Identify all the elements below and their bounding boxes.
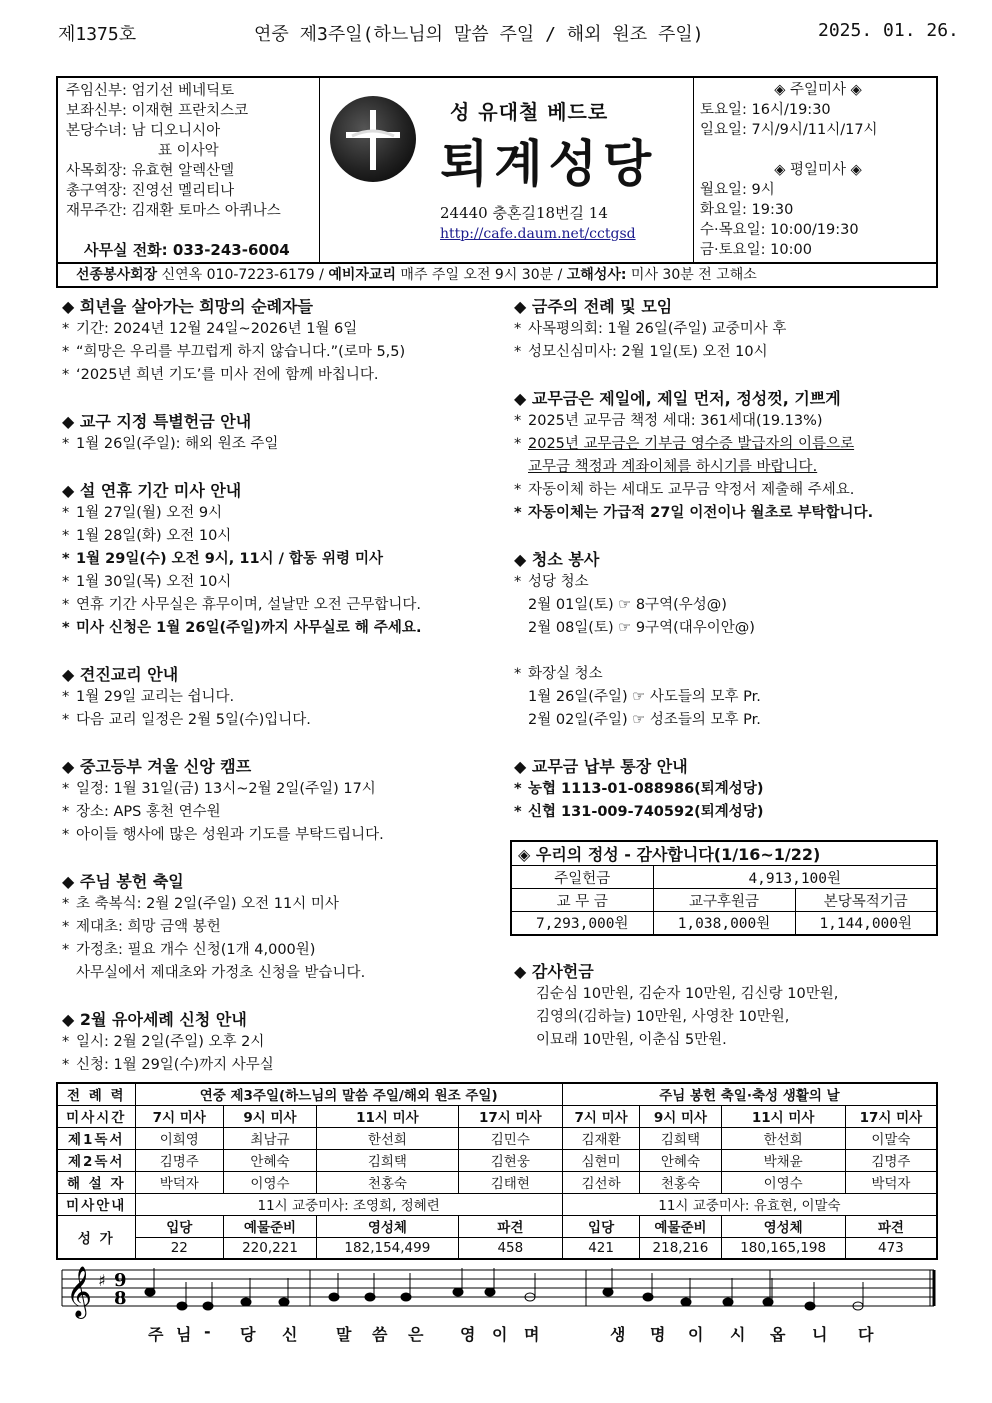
lyric-syllable: 생	[610, 1325, 626, 1344]
lyric-syllable: 다	[858, 1325, 874, 1344]
list-item: * 다음 교리 일정은 2월 5일(수)입니다.	[62, 712, 311, 728]
bulletin-date: 2025. 01. 26.	[818, 20, 959, 41]
list-item: * 미사 신청은 1월 26일(주일)까지 사무실로 해 주세요.	[62, 620, 422, 636]
top-line	[58, 20, 959, 48]
mass-time: 9시 미사	[224, 1105, 317, 1127]
reader: 이말숙	[845, 1127, 937, 1149]
weekday-mass-wedthu: 수·목요일: 10:00/19:30	[700, 222, 859, 238]
list-item: * ‘2025년 희년 기도’를 미사 전에 함께 바칩니다.	[62, 367, 379, 383]
weekday-mass-title: ◈ 평일미사 ◈	[774, 162, 862, 178]
hymn-number: 473	[845, 1237, 937, 1259]
reader: 안혜숙	[640, 1149, 721, 1171]
section-special-offering-title: ◆ 교구 지정 특별헌금 안내	[62, 412, 252, 431]
reader: 최남규	[224, 1127, 317, 1149]
left-column	[62, 295, 502, 1077]
lyric-syllable: 시	[730, 1325, 746, 1344]
roster-label: 미사시간	[57, 1105, 135, 1127]
reader: 한선희	[721, 1127, 845, 1149]
list-item: * 1월 30일(목) 오전 10시	[62, 574, 232, 590]
band-text-catechism: 매주 주일 오전 9시 30분 /	[395, 267, 567, 283]
sunday-mass-sat: 토요일: 16시/19:30	[700, 102, 831, 118]
section-baptism-title: ◆ 2월 유아세례 신청 안내	[62, 1010, 247, 1029]
header-box	[56, 76, 938, 264]
commentator: 천홍숙	[640, 1171, 721, 1193]
list-item: * 일정: 1월 31일(금) 13시~2월 2일(주일) 17시	[62, 781, 376, 797]
week2-title: 주님 봉헌 축일·축성 생활의 날	[562, 1083, 937, 1105]
list-item: * 성당 청소	[514, 574, 589, 590]
mass-time: 17시 미사	[458, 1105, 562, 1127]
hymn-head: 파견	[458, 1215, 562, 1237]
list-item: * 1월 26일(주일): 해외 원조 주일	[62, 436, 279, 452]
hymn-number: 182,154,499	[316, 1237, 458, 1259]
section-liturgy-title: ◆ 금주의 전례 및 모임	[514, 297, 673, 316]
reader: 김민수	[458, 1127, 562, 1149]
sunday-offering-label: 주일헌금	[511, 866, 653, 889]
staff-finance: 재무주간: 김재환 토마스 아퀴나스	[66, 203, 281, 219]
hymn-number: 220,221	[224, 1237, 317, 1259]
roster-label: 제1독서	[57, 1127, 135, 1149]
treble-clef-icon: 𝄞	[66, 1266, 93, 1317]
hymn-head: 예물준비	[224, 1215, 317, 1237]
section-presentation-title: ◆ 주님 봉헌 축일	[62, 872, 184, 891]
reader: 김희택	[316, 1149, 458, 1171]
lyric-syllable: 이	[492, 1325, 508, 1344]
offering-table	[510, 840, 938, 936]
list-item: * 제대초: 희망 금액 봉헌	[62, 919, 221, 935]
list-item: 2월 01일(토) ☞ 8구역(우성@)	[528, 597, 727, 613]
lyric-syllable: 씀	[372, 1325, 388, 1344]
lyric-syllable: 주	[148, 1325, 164, 1344]
cross-icon	[330, 96, 416, 182]
commentator: 김태현	[458, 1171, 562, 1193]
week1-title: 연중 제3주일(하느님의 말씀 주일/해외 원조 주일)	[135, 1083, 562, 1105]
bulletin-title: 연중 제3주일(하느님의 말씀 주일 / 해외 원조 주일)	[254, 24, 704, 45]
reader: 이희영	[135, 1127, 224, 1149]
band-text-funeral: 신연옥 010-7223-6179 /	[157, 267, 329, 283]
thanks-title: ◆ 감사헌금	[514, 962, 594, 981]
list-item: * 성모신심미사: 2월 1일(토) 오전 10시	[514, 344, 768, 360]
list-item: 사무실에서 제대초와 가정초 신청을 받습니다.	[76, 965, 366, 981]
parish-address: 24440 충혼길18번길 14	[440, 204, 608, 222]
list-item: * 초 축복식: 2월 2일(주일) 오전 11시 미사	[62, 896, 339, 912]
hymn-number: 218,216	[640, 1237, 721, 1259]
list-item: * 아이들 행사에 많은 성원과 기도를 부탁드립니다.	[62, 827, 384, 843]
lyric-syllable: 님	[176, 1325, 192, 1344]
mass-time: 7시 미사	[135, 1105, 224, 1127]
hymn-head: 입당	[562, 1215, 640, 1237]
reader: 김명주	[135, 1149, 224, 1171]
roster-label: 제2독서	[57, 1149, 135, 1171]
notes	[145, 1268, 863, 1310]
right-column	[514, 295, 938, 824]
list-item: * 연휴 기간 사무실은 휴무이며, 설날만 오전 근무합니다.	[62, 597, 422, 613]
offering-title: ◈ 우리의 정성 - 감사합니다(1/16~1/22)	[511, 841, 937, 866]
reader: 김현웅	[458, 1149, 562, 1171]
roster-label: 해 설 자	[57, 1171, 135, 1193]
thanks-line: 김영의(김하늘) 10만원, 사영찬 10만원,	[536, 1009, 790, 1025]
staff-panel	[58, 78, 320, 262]
staff-district-head: 총구역장: 진영선 멜리티나	[66, 183, 235, 199]
hymn-head: 영성체	[316, 1215, 458, 1237]
roster-label: 미사안내	[57, 1193, 135, 1215]
commentator: 김선하	[562, 1171, 640, 1193]
lyric-syllable: 니	[812, 1325, 828, 1344]
band-text-confession: 미사 30분 전 고해소	[626, 267, 757, 283]
reader: 김재환	[562, 1127, 640, 1149]
band-label-funeral: 선종봉사회장	[76, 267, 158, 283]
lyric-syllable: 이	[688, 1325, 704, 1344]
offering-value: 7,293,000원	[511, 912, 653, 935]
list-item: * 1월 27일(월) 오전 9시	[62, 505, 223, 521]
commentator: 박덕자	[135, 1171, 224, 1193]
hymn-head: 입당	[135, 1215, 224, 1237]
lyric-syllable: 당	[240, 1325, 256, 1344]
reader: 김명주	[845, 1149, 937, 1171]
roster-label: 성 가	[57, 1215, 135, 1259]
lyric-syllable: 명	[650, 1325, 666, 1344]
reader: 안혜숙	[224, 1149, 317, 1171]
lyric-syllable: 며	[524, 1325, 540, 1344]
staff-sister-2: 표 이사악	[158, 143, 219, 159]
hymn-number: 421	[562, 1237, 640, 1259]
list-item: * 화장실 청소	[514, 666, 603, 682]
office-phone: 사무실 전화: 033-243-6004	[84, 241, 290, 259]
commentator: 천홍숙	[316, 1171, 458, 1193]
commentator: 이영수	[224, 1171, 317, 1193]
section-cleaning-title: ◆ 청소 봉사	[514, 550, 600, 569]
section-confirmation-title: ◆ 견진교리 안내	[62, 665, 179, 684]
sunday-mass-title: ◈ 주일미사 ◈	[774, 82, 862, 98]
hymn-number: 22	[135, 1237, 224, 1259]
offering-value: 1,038,000원	[653, 912, 795, 935]
mass-time: 11시 미사	[316, 1105, 458, 1127]
weekday-mass-mon: 월요일: 9시	[700, 182, 775, 198]
sunday-offering-value: 4,913,100원	[653, 866, 937, 889]
reader: 한선희	[316, 1127, 458, 1149]
commentator: 이영수	[721, 1171, 845, 1193]
lyric-syllable: 은	[408, 1325, 424, 1344]
time-sig-bottom: 8	[114, 1288, 127, 1309]
staff-pastor: 주임신부: 엄기선 베네딕토	[66, 83, 235, 99]
thanks-line: 이묘래 10만원, 이춘심 5만원.	[536, 1032, 727, 1048]
staff-assistant: 보좌신부: 이재현 프란치스코	[66, 103, 249, 119]
section-dues-title: ◆ 교무금은 제일에, 제일 먼저, 정성껏, 기쁘게	[514, 389, 841, 408]
mass-times-panel	[694, 78, 936, 262]
offering-value: 1,144,000원	[795, 912, 937, 935]
sunday-mass-sun: 일요일: 7시/9시/11시/17시	[700, 122, 878, 138]
hymn-head: 예물준비	[640, 1215, 721, 1237]
list-item: * 사목평의회: 1월 26일(주일) 교중미사 후	[514, 321, 787, 337]
list-item: * 가정초: 필요 개수 신청(1개 4,000원)	[62, 942, 316, 958]
list-item: 1월 26일(주일) ☞ 사도들의 모후 Pr.	[528, 689, 761, 705]
lyric-syllable: -	[204, 1322, 211, 1341]
parish-name: 퇴계성당	[440, 135, 658, 193]
mass-time: 11시 미사	[721, 1105, 845, 1127]
weekday-mass-tue: 화요일: 19:30	[700, 202, 794, 218]
mass-guide: 11시 교중미사: 조영희, 정혜련	[135, 1193, 562, 1215]
list-item: * 1월 28일(화) 오전 10시	[62, 528, 232, 544]
offering-header: 교 무 금	[511, 889, 653, 912]
mass-time: 7시 미사	[562, 1105, 640, 1127]
section-bank-title: ◆ 교무금 납부 통장 안내	[514, 757, 688, 776]
section-youth-camp-title: ◆ 중고등부 겨울 신앙 캠프	[62, 757, 252, 776]
parish-panel	[320, 78, 694, 262]
roster-label: 전 례 력	[57, 1083, 135, 1105]
list-item: * 일시: 2월 2일(주일) 오후 2시	[62, 1034, 265, 1050]
list-item: * 2025년 교무금 책정 세대: 361세대(19.13%)	[514, 413, 823, 429]
list-item: * 1월 29일 교리는 쉽니다.	[62, 689, 235, 705]
staff-council-president: 사목회장: 유효현 알렉산델	[66, 163, 235, 179]
list-item: * “희망은 우리를 부끄럽게 하지 않습니다.”(로마 5,5)	[62, 344, 406, 360]
cafe-link[interactable]: http://cafe.daum.net/cctgsd	[440, 226, 636, 242]
time-sig-top: 9	[114, 1270, 127, 1291]
hymn-head: 파견	[845, 1215, 937, 1237]
roster-table	[56, 1082, 938, 1260]
mass-time: 17시 미사	[845, 1105, 937, 1127]
list-item: * 신협 131-009-740592(퇴계성당)	[514, 804, 764, 820]
band-label-catechism: 예비자교리	[328, 267, 396, 283]
lyric-syllable: 영	[460, 1325, 476, 1344]
mass-time: 9시 미사	[640, 1105, 721, 1127]
list-item: * 2025년 교무금은 기부금 영수증 발급자의 이름으로	[514, 436, 855, 452]
parish-subtitle: 성 유대철 베드로	[450, 100, 609, 124]
offering-header: 교구후원금	[653, 889, 795, 912]
lyrics	[140, 1322, 900, 1350]
list-item: * 자동이체 하는 세대도 교무금 약정서 제출해 주세요.	[514, 482, 855, 498]
section-holiday-mass-title: ◆ 설 연휴 기간 미사 안내	[62, 481, 242, 500]
list-item: * 기간: 2024년 12월 24일~2026년 1월 6일	[62, 321, 358, 337]
service-band	[56, 264, 938, 288]
reader: 박채윤	[721, 1149, 845, 1171]
lyric-syllable: 신	[282, 1325, 298, 1344]
thanks-section	[514, 960, 938, 1052]
list-item: * 1월 29일(수) 오전 9시, 11시 / 합동 위령 미사	[62, 551, 384, 567]
reader: 심현미	[562, 1149, 640, 1171]
issue-number: 제1375호	[58, 24, 137, 45]
hymn-number: 180,165,198	[721, 1237, 845, 1259]
hymn-head: 영성체	[721, 1215, 845, 1237]
list-item: * 자동이체는 가급적 27일 이전이나 월초로 부탁합니다.	[514, 505, 874, 521]
list-item: * 농협 1113-01-088986(퇴계성당)	[514, 781, 764, 797]
band-label-confession: 고해성사:	[566, 267, 627, 283]
reader: 김희택	[640, 1127, 721, 1149]
list-item: * 신청: 1월 29일(수)까지 사무실	[62, 1057, 274, 1073]
thanks-line: 김순심 10만원, 김순자 10만원, 김신랑 10만원,	[536, 986, 839, 1002]
section-jubilee-title: ◆ 희년을 살아가는 희망의 순례자들	[62, 297, 313, 316]
list-item: 2월 02일(주일) ☞ 성조들의 모후 Pr.	[528, 712, 761, 728]
parish-logo	[330, 96, 416, 182]
lyric-syllable: 말	[336, 1325, 352, 1344]
list-item: 교무금 책정과 계좌이체를 하시기를 바랍니다.	[528, 459, 818, 475]
mass-guide: 11시 교중미사: 유효현, 이말숙	[562, 1193, 937, 1215]
list-item: 2월 08일(토) ☞ 9구역(대우이안@)	[528, 620, 755, 636]
weekday-mass-frisat: 금·토요일: 10:00	[700, 242, 812, 258]
lyric-syllable: 옵	[770, 1325, 786, 1344]
staff-sister-1: 본당수녀: 남 디오니시아	[66, 123, 221, 139]
hymn-number: 458	[458, 1237, 562, 1259]
offering-header: 본당목적기금	[795, 889, 937, 912]
sharp-icon: ♯	[98, 1271, 106, 1290]
list-item: * 장소: APS 홍천 연수원	[62, 804, 221, 820]
commentator: 박덕자	[845, 1171, 937, 1193]
